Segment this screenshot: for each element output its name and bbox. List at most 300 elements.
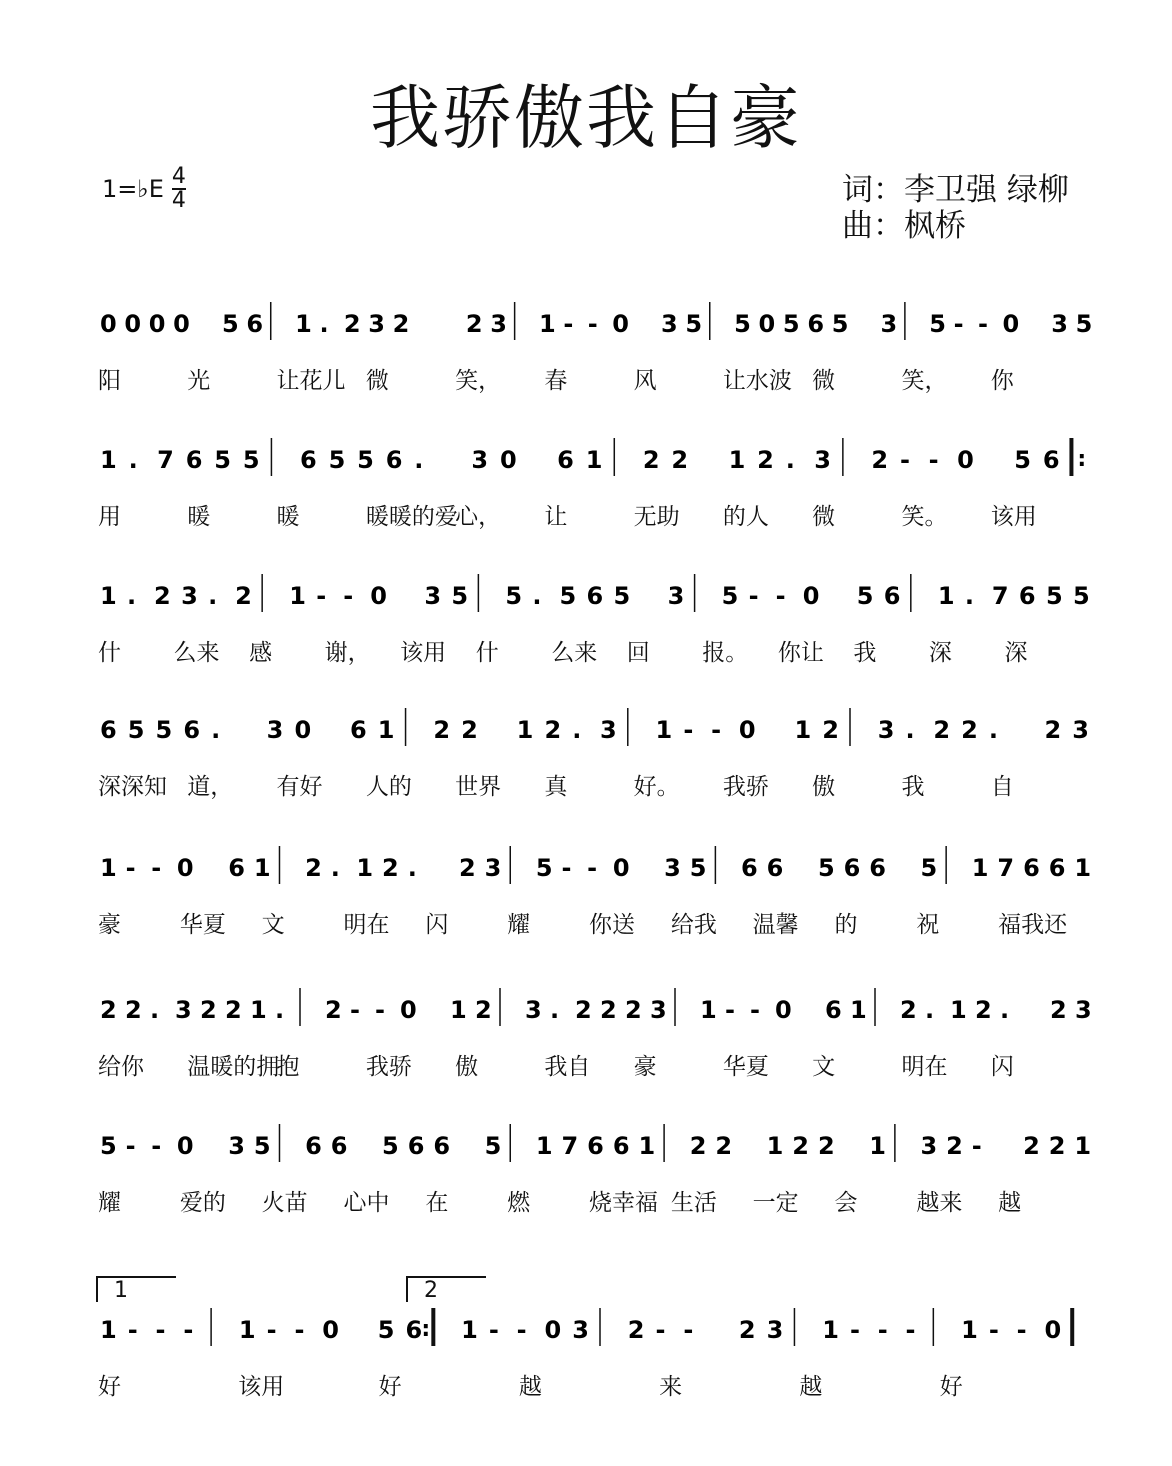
lyric-word: 给你 <box>98 1054 144 1080</box>
note: 6 <box>385 446 403 474</box>
note: 2 <box>458 854 476 882</box>
lyric-word: 微 <box>365 368 389 394</box>
lyric-word: 闪 <box>990 1054 1014 1080</box>
note: 5 <box>782 310 800 338</box>
lyric-word: 有好 <box>276 774 323 800</box>
notes-line <box>0 844 1172 904</box>
lyric-word: 回 <box>626 640 650 666</box>
lyric-word: 给我 <box>670 912 717 938</box>
lyric-word: 耀 <box>507 912 531 938</box>
note: 2 <box>343 310 361 338</box>
note: 6 <box>843 854 861 882</box>
dash-note: - <box>127 1316 138 1344</box>
dot-note: . <box>414 446 424 474</box>
note: 3 <box>266 716 284 744</box>
note: 0 <box>176 854 194 882</box>
note: 3 <box>1051 310 1068 338</box>
lyric-word: 明在 <box>901 1054 948 1080</box>
dash-note: - <box>151 854 162 882</box>
note: 0 <box>802 582 820 610</box>
note: 2 <box>575 996 592 1024</box>
dash-note: - <box>125 1132 136 1160</box>
note: 3 <box>1072 716 1089 744</box>
note: 1 <box>461 1316 478 1344</box>
dash-note: - <box>266 1316 277 1344</box>
lyric-word: 春 <box>544 368 568 394</box>
note: 0 <box>612 854 630 882</box>
note: 3 <box>877 716 895 744</box>
note: 1 <box>377 716 395 744</box>
lyric-word: 爱的 <box>179 1190 226 1216</box>
notes-line <box>0 986 1172 1046</box>
dash-note: - <box>683 1316 694 1344</box>
volta-label: 1 <box>114 1278 128 1303</box>
key-signature <box>102 166 186 212</box>
note: 1 <box>356 854 374 882</box>
lyric-word: 笑， <box>455 368 502 394</box>
note: 6 <box>305 1132 322 1160</box>
lyric-word: 抱 <box>276 1054 300 1080</box>
note: 0 <box>100 310 117 338</box>
note: 0 <box>148 310 166 338</box>
note: 6 <box>185 446 203 474</box>
note: 0 <box>775 996 792 1024</box>
lyrics-line <box>0 906 1172 940</box>
note: 1 <box>1074 854 1092 882</box>
note: 0 <box>400 996 417 1024</box>
note: 1 <box>850 996 867 1024</box>
dash-note: - <box>750 996 760 1024</box>
dot-note: . <box>1000 996 1010 1024</box>
lyric-word: 暖暖的爱 <box>365 504 458 530</box>
note: 5 <box>484 1132 502 1160</box>
credits <box>842 172 1069 244</box>
note: 1 <box>638 1132 656 1160</box>
lyric-word: 温暖的拥 <box>187 1054 280 1080</box>
dot-note: . <box>550 996 560 1024</box>
note: 5 <box>253 1132 271 1160</box>
note: 2 <box>465 310 483 338</box>
lyric-word: 温馨 <box>752 912 799 938</box>
note: 7 <box>561 1132 579 1160</box>
lyrics-line <box>0 1048 1172 1082</box>
dot-note: . <box>532 582 542 610</box>
lyric-word: 的 <box>834 912 858 938</box>
note: 3 <box>228 1132 245 1160</box>
note: 6 <box>741 854 758 882</box>
time-signature <box>172 166 186 212</box>
lyric-word: 心， <box>455 504 502 530</box>
note: 2 <box>1044 716 1062 744</box>
notes-line <box>0 572 1172 632</box>
lyric-word: 会 <box>834 1190 858 1216</box>
lyric-word: 越 <box>518 1374 542 1400</box>
lyric-word: 明在 <box>343 912 390 938</box>
note: 0 <box>1002 310 1020 338</box>
dash-note: - <box>775 582 786 610</box>
dash-note: - <box>905 1316 916 1344</box>
note: 5 <box>535 854 553 882</box>
lyric-word: 我骄 <box>722 774 769 800</box>
note: 3 <box>181 582 198 610</box>
lyric-word: 豪 <box>633 1054 657 1080</box>
lyric-word: 闪 <box>425 912 449 938</box>
note: 0 <box>1044 1316 1062 1344</box>
note: 0 <box>124 310 142 338</box>
note: 1 <box>250 996 267 1024</box>
note: 0 <box>500 446 517 474</box>
note: 5 <box>221 310 239 338</box>
note: 3 <box>572 1316 589 1344</box>
lyric-word: 深 <box>928 640 952 666</box>
notes-line <box>0 706 1172 766</box>
volta-second-ending <box>406 1276 486 1302</box>
lyric-word: 真 <box>544 774 568 800</box>
lyric-word: 祝 <box>916 912 940 938</box>
lyric-word: 让花儿 <box>276 368 346 394</box>
lyricist: 词：李卫强 绿柳 <box>842 172 1069 208</box>
dash-note: - <box>151 1132 162 1160</box>
lyric-word: 让 <box>544 504 568 530</box>
note: 5 <box>1014 446 1031 474</box>
note: 0 <box>544 1316 562 1344</box>
note: 2 <box>715 1132 733 1160</box>
lyric-word: 笑， <box>901 368 948 394</box>
note: 5 <box>127 716 145 744</box>
dash-note: - <box>978 310 989 338</box>
lyric-word: 在 <box>425 1190 449 1216</box>
note: 0 <box>294 716 312 744</box>
note: 5 <box>689 854 707 882</box>
lyric-word: 我 <box>853 640 877 666</box>
note: 6 <box>1018 582 1036 610</box>
note: 5 <box>856 582 874 610</box>
lyric-word: 好 <box>378 1374 402 1400</box>
note: 5 <box>328 446 346 474</box>
note: 1 <box>822 1316 839 1344</box>
lyric-word: 无助 <box>633 504 680 530</box>
meter-top: 4 <box>171 164 186 189</box>
note: 1 <box>700 996 717 1024</box>
note: 0 <box>322 1316 339 1344</box>
dot-note: . <box>785 446 795 474</box>
dash-note: - <box>900 446 910 474</box>
lyric-word: 你送 <box>589 912 635 938</box>
note: 5 <box>831 310 849 338</box>
note: 2 <box>757 446 774 474</box>
note: 1 <box>971 854 989 882</box>
note: 2 <box>671 446 689 474</box>
lyric-word: 傲 <box>812 774 836 800</box>
lyric-word: 我 <box>901 774 925 800</box>
note: 3 <box>1075 996 1092 1024</box>
lyric-word: 微 <box>812 504 836 530</box>
note: 1 <box>869 1132 886 1160</box>
note: 2 <box>933 716 951 744</box>
meter-bottom: 4 <box>171 188 186 213</box>
note: 5 <box>721 582 739 610</box>
note: 6 <box>100 716 117 744</box>
lyric-word: 来 <box>659 1374 683 1400</box>
lyric-word: 你让 <box>777 640 824 666</box>
lyric-word: 火苗 <box>261 1190 308 1216</box>
dash-note: - <box>375 996 385 1024</box>
note: 1 <box>295 310 312 338</box>
note: 2 <box>235 582 252 610</box>
dash-note: - <box>587 854 598 882</box>
lyric-word: 越 <box>998 1190 1022 1216</box>
note: 6 <box>883 582 901 610</box>
note: 1 <box>728 446 746 474</box>
note: 1 <box>655 716 673 744</box>
lyric-word: 微 <box>812 368 836 394</box>
note: 2 <box>822 716 839 744</box>
lyric-word: 深 <box>1004 640 1028 666</box>
note: 1 <box>253 854 271 882</box>
lyric-word: 华夏 <box>179 912 226 938</box>
note: 3 <box>667 582 685 610</box>
lyric-word: 傲 <box>455 1054 479 1080</box>
note: 5 <box>357 446 374 474</box>
dot-note: . <box>150 996 160 1024</box>
score-row <box>0 706 1172 826</box>
note: 6 <box>807 310 825 338</box>
note: 5 <box>559 582 577 610</box>
note: 2 <box>125 996 142 1024</box>
note: 0 <box>176 1132 194 1160</box>
note: 6 <box>350 716 367 744</box>
note: 2 <box>900 996 917 1024</box>
note: 3 <box>600 716 617 744</box>
note: 2 <box>433 716 451 744</box>
note: 2 <box>961 716 978 744</box>
lyrics-line <box>0 1184 1172 1218</box>
note: 2 <box>544 716 562 744</box>
lyric-word: 么来 <box>173 640 220 666</box>
note: 1 <box>100 446 117 474</box>
note: 3 <box>490 310 507 338</box>
dot-note: . <box>964 582 974 610</box>
note: 2 <box>738 1316 756 1344</box>
dash-note: - <box>971 1132 982 1160</box>
note: 3 <box>650 996 667 1024</box>
note: 5 <box>377 1316 395 1344</box>
lyric-word: 风 <box>633 368 657 394</box>
note: 5 <box>505 582 523 610</box>
note: 5 <box>1045 582 1063 610</box>
note: 2 <box>1023 1132 1040 1160</box>
lyric-word: 越来 <box>916 1190 963 1216</box>
dash-note: - <box>655 1316 666 1344</box>
note: 6 <box>246 310 264 338</box>
dot-note: . <box>211 716 221 744</box>
note: 1 <box>539 310 556 338</box>
note: 2 <box>382 854 399 882</box>
lyric-word: 让水波 <box>722 368 792 394</box>
dash-note: - <box>850 1316 860 1344</box>
dash-note: - <box>183 1316 194 1344</box>
key-label: 1=♭E <box>102 175 164 203</box>
dash-note: - <box>928 446 939 474</box>
note: 3 <box>664 854 681 882</box>
dash-note: - <box>725 996 735 1024</box>
note: 6 <box>1048 854 1066 882</box>
lyric-word: 什 <box>98 640 121 666</box>
note: 2 <box>642 446 660 474</box>
note: 1 <box>100 582 117 610</box>
lyric-word: 用 <box>98 504 121 530</box>
note: 6 <box>183 716 201 744</box>
composer: 曲：枫桥 <box>842 208 966 244</box>
note: 6 <box>869 854 886 882</box>
dot-note: . <box>208 582 218 610</box>
dash-note: - <box>561 854 572 882</box>
note: 1 <box>766 1132 784 1160</box>
dash-note: - <box>516 1316 527 1344</box>
lyric-word: 福我还 <box>998 912 1068 938</box>
lyric-word: 华夏 <box>722 1054 769 1080</box>
note: 6 <box>407 1132 425 1160</box>
note: 1 <box>1074 1132 1092 1160</box>
note: 6 <box>300 446 317 474</box>
note: 6 <box>825 996 842 1024</box>
lyric-word: 一定 <box>752 1190 799 1216</box>
note: 0 <box>370 582 387 610</box>
note: 3 <box>368 310 385 338</box>
note: 6 <box>612 1132 630 1160</box>
lyric-word: 生活 <box>670 1190 717 1216</box>
note: 1 <box>535 1132 553 1160</box>
note: 6 <box>405 1316 423 1344</box>
note: 6 <box>433 1132 451 1160</box>
lyric-word: 好 <box>939 1374 963 1400</box>
dot-note: . <box>925 996 935 1024</box>
note: 2 <box>325 996 342 1024</box>
lyric-word: 我自 <box>544 1054 591 1080</box>
lyrics-line <box>0 634 1172 668</box>
dot-note: . <box>330 854 340 882</box>
note: 6 <box>766 854 784 882</box>
note: 2 <box>100 996 117 1024</box>
note: 6 <box>330 1132 348 1160</box>
dash-note: - <box>488 1316 499 1344</box>
repeat-dots: : <box>421 1317 431 1342</box>
lyric-word: 越 <box>799 1374 823 1400</box>
lyric-word: 该用 <box>238 1374 285 1400</box>
volta-first-ending <box>96 1276 176 1302</box>
lyric-word: 燃 <box>507 1190 531 1216</box>
lyrics-line <box>0 498 1172 532</box>
repeat-dots: : <box>1077 447 1087 472</box>
dash-note: - <box>877 1316 888 1344</box>
dash-note: - <box>988 1316 999 1344</box>
note: 1 <box>794 716 812 744</box>
lyric-word: 文 <box>812 1054 836 1080</box>
note: 6 <box>557 446 574 474</box>
note: 5 <box>734 310 751 338</box>
dash-note: - <box>953 310 964 338</box>
note: 2 <box>305 854 322 882</box>
lyric-word: 道， <box>187 774 234 800</box>
note: 2 <box>225 996 242 1024</box>
note: 3 <box>814 446 831 474</box>
note: 5 <box>155 716 173 744</box>
dot-note: . <box>572 716 582 744</box>
note: 2 <box>475 996 492 1024</box>
note: 2 <box>1050 996 1067 1024</box>
lyrics-line <box>0 362 1172 396</box>
note: 6 <box>1042 446 1060 474</box>
lyric-word: 什 <box>475 640 499 666</box>
lyric-word: 耀 <box>98 1190 121 1216</box>
dot-note: . <box>127 582 137 610</box>
note: 1 <box>100 854 117 882</box>
dot-note: . <box>988 716 999 744</box>
lyric-word: 该用 <box>400 640 447 666</box>
note: 5 <box>929 310 946 338</box>
lyric-word: 烧幸福 <box>589 1190 658 1216</box>
note: 2 <box>1048 1132 1066 1160</box>
note: 6 <box>1023 854 1040 882</box>
note: 5 <box>100 1132 117 1160</box>
note: 1 <box>961 1316 978 1344</box>
lyric-word: 谢， <box>324 640 371 666</box>
notes-line <box>0 1306 1172 1366</box>
note: 0 <box>738 716 756 744</box>
note: 5 <box>817 854 835 882</box>
note: 7 <box>997 854 1015 882</box>
note: 3 <box>175 996 192 1024</box>
lyric-word: 阳 <box>98 368 121 394</box>
lyric-word: 你 <box>990 368 1014 394</box>
note: 5 <box>685 310 703 338</box>
lyric-word: 感 <box>249 640 273 666</box>
note: 6 <box>587 1132 604 1160</box>
score-row <box>0 1122 1172 1242</box>
note: 2 <box>461 716 478 744</box>
note: 3 <box>525 996 542 1024</box>
note: 3 <box>766 1316 784 1344</box>
score-row <box>0 436 1172 556</box>
score-row <box>0 844 1172 964</box>
notes-line <box>0 1122 1172 1182</box>
dash-note: - <box>1016 1316 1027 1344</box>
note: 3 <box>920 1132 938 1160</box>
dash-note: - <box>125 854 136 882</box>
note: 5 <box>214 446 231 474</box>
lyric-word: 该用 <box>990 504 1037 530</box>
dash-note: - <box>316 582 327 610</box>
notes-line <box>0 436 1172 496</box>
lyric-word: 豪 <box>98 912 121 938</box>
note: 3 <box>471 446 489 474</box>
note: 2 <box>792 1132 810 1160</box>
note: 0 <box>173 310 190 338</box>
note: 1 <box>100 1316 117 1344</box>
dash-note: - <box>587 310 598 338</box>
note: 7 <box>991 582 1009 610</box>
dash-note: - <box>711 716 722 744</box>
note: 5 <box>382 1132 399 1160</box>
dot-note: . <box>275 996 285 1024</box>
note: 2 <box>154 582 171 610</box>
note: 3 <box>424 582 442 610</box>
lyrics-line <box>0 1368 1172 1402</box>
dot-note: . <box>905 716 915 744</box>
lyric-word: 我骄 <box>365 1054 412 1080</box>
note: 2 <box>200 996 217 1024</box>
note: 2 <box>625 996 642 1024</box>
